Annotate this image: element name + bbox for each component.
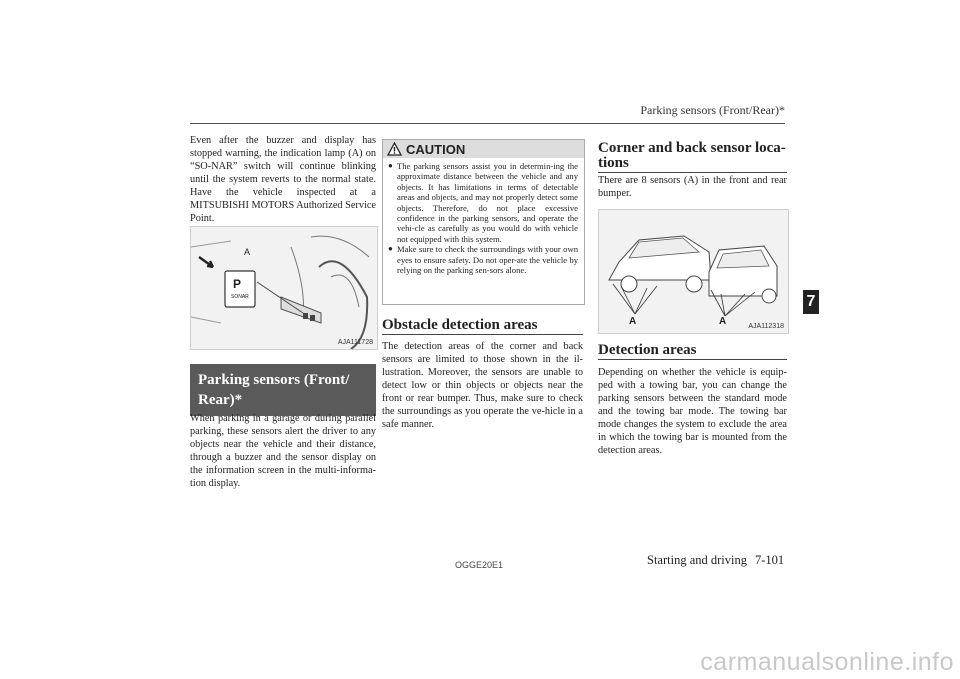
caution-item-text: Make sure to check the surroundings with your own eyes to ensure safety. Do not oper-ate the vehicle by relying on the parking sen-sors alone.	[397, 244, 578, 276]
caution-item	[383, 244, 584, 275]
document-code: OGGE20E1	[455, 560, 504, 570]
bullet-icon: ●	[388, 161, 393, 170]
corner-body: There are 8 sensors (A) in the front and rear bumper.	[598, 175, 787, 199]
sonar-switch-text: SONAR	[231, 294, 249, 300]
page-number: 7-101	[755, 553, 785, 567]
obstacle-body: The detection areas of the corner and back sensors are limited to those shown in the il-lustration. Moreover, the sensors are unable to detect low or thin objects or objects near the front or rear bumper. Thus, make sure to check the surroundings as you operate the ve-hicle in a safe manner.	[382, 341, 583, 430]
obstacle-heading: Obstacle detection areas	[382, 318, 583, 335]
sonar-switch-figure	[190, 226, 378, 350]
detection-body: Depending on whether the vehicle is equip-ped with a towing bar, you can change the parking sensors between the standard mode and the towing bar mode. The towing bar mode changes the system to exclude the area in which the towing bar is mounted from the detection areas.	[598, 367, 787, 456]
figure2-id: AJA112318	[748, 323, 784, 330]
chapter-tab[interactable]: 7	[803, 290, 819, 314]
detection-heading: Detection areas	[598, 343, 787, 360]
dashboard-illustration	[191, 227, 377, 349]
warning-triangle-icon	[387, 142, 402, 156]
caution-header	[383, 140, 584, 158]
running-header: Parking sensors (Front/Rear)*	[640, 103, 785, 117]
sensor-location-figure	[598, 209, 789, 334]
parking-switch-symbol: P	[233, 277, 242, 291]
corner-heading: Corner and back sensor loca-tions	[598, 140, 786, 171]
intro-paragraph: Even after the buzzer and display has stopped warning, the indication lamp (A) on “SO-NAR” switch will continue blinking until the system reverts to the normal state. Have the vehicle inspected at a MITSUBISHI MOTORS Authorized Service Point.	[190, 135, 377, 224]
footer-section-name: Starting and driving	[647, 553, 747, 567]
figure1-label-a: A	[244, 247, 251, 257]
section-body: When parking in a garage or during parallel parking, these sensors alert the driver to any objects near the vehicle and their distance, through a buzzer and the sensor display on the information screen in the multi-informa-tion display.	[190, 413, 376, 489]
figure1-id: AJA111728	[337, 339, 373, 346]
bullet-icon: ●	[388, 244, 393, 254]
caution-box	[382, 139, 585, 305]
figure2-label-a-rear: A	[719, 316, 727, 327]
section-title-box: Parking sensors (Front/ Rear)*	[190, 364, 376, 416]
watermark-link[interactable]: carmanualsonline.info	[700, 648, 954, 676]
caution-item-text: The parking sensors assist you in determin-ing the approximate distance between the vehicle and any objects. It has limitations in terms of detectable areas and objects, and may not properly detect some objects. Therefore, do not place excessive confidence in the parking sensors, and operate the vehi-cle as carefully as you would do with vehicle not equipped with this system.	[397, 161, 578, 244]
vehicle-sensor-illustration	[599, 210, 788, 333]
caution-item	[383, 161, 584, 244]
header-rule	[190, 123, 785, 124]
figure2-label-a-front: A	[629, 316, 637, 327]
caution-label: CAUTION	[406, 141, 466, 157]
